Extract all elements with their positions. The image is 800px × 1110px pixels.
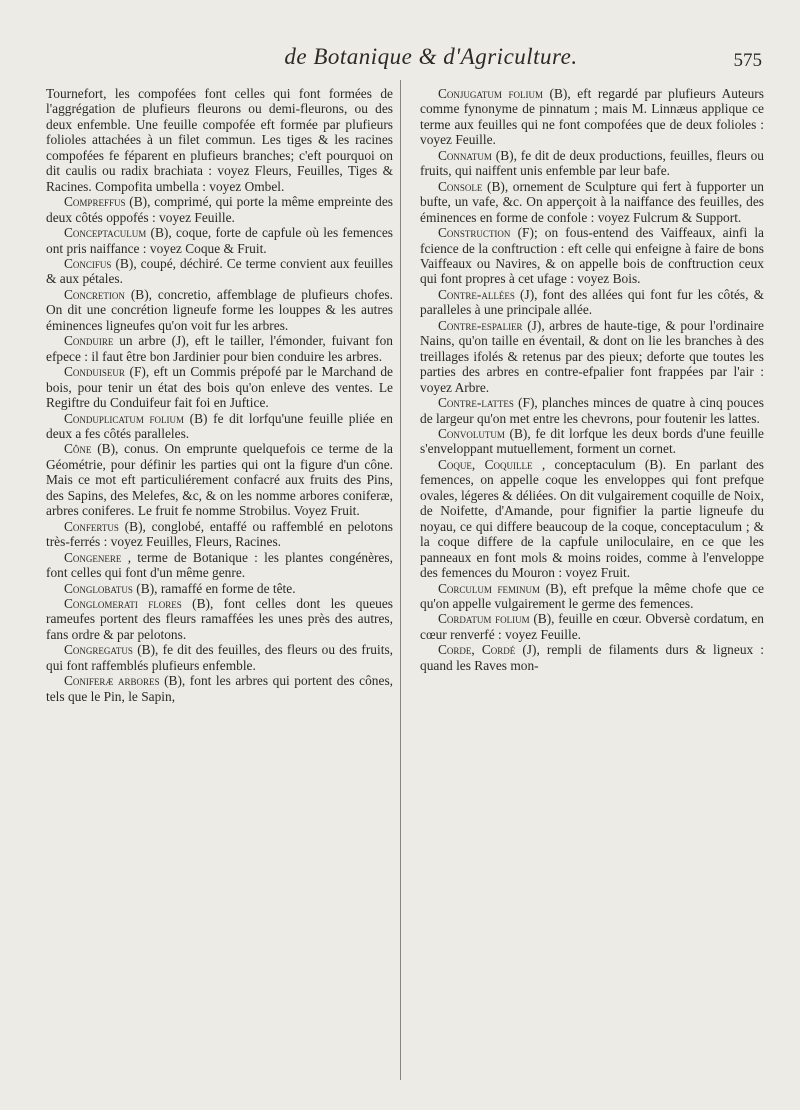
- entry-definition: , terme de Botanique : les plantes congénères, font celles qui font d'un même genre.: [46, 549, 393, 581]
- entry-definition: (F); on fous-entend des Vaiffeaux, ainfi la fcience de la conftruction : eft celle qui enfeigne à faire de bons Vaiffeaux ou Navires, & on appelle bois de conftruction ceux qui font propres à cet ufage : voyez Bois.: [420, 225, 764, 287]
- entry-definition: (B), ramaffé en forme de tête.: [136, 580, 296, 596]
- dictionary-entry: [46, 441, 393, 518]
- dictionary-entry: [420, 581, 764, 612]
- entry-definition: (B), eft regardé par plufieurs Auteurs comme fynonyme de pinnatum ; mais M. Linnæus applique ce terme aux feuilles qui ne font compofées que de deux folioles : voyez Feuille.: [420, 86, 764, 148]
- dictionary-entry: [420, 318, 764, 395]
- dictionary-entry: [46, 550, 393, 581]
- entry-term: Cône: [64, 441, 92, 457]
- entry-term: Concretion: [64, 286, 125, 302]
- entry-definition: (B), coupé, déchiré. Ce terme convient aux feuilles & aux pétales.: [46, 255, 393, 287]
- entry-definition: (B), eft prefque la même chofe que ce qu'on appelle vulgairement le germe des femences.: [420, 580, 764, 611]
- page-number: 575: [733, 50, 762, 71]
- right-column: [420, 86, 764, 673]
- entry-term: Corculum feminum: [438, 580, 540, 596]
- entry-definition: (B), fe dit des feuilles, des fleurs ou des fruits, qui font raffemblés plufieurs enfemble.: [46, 642, 393, 673]
- dictionary-entry: [420, 179, 764, 225]
- entry-definition: (J), font des allées qui font fur les côtés, & paralleles à une principale allée.: [420, 286, 764, 318]
- dictionary-entry: [46, 673, 393, 704]
- entry-term: Congenere: [64, 549, 122, 565]
- dictionary-entry: [420, 642, 764, 673]
- entry-term: Coque, Coquille: [438, 456, 533, 472]
- dictionary-entry: [46, 86, 393, 194]
- entry-definition: (B), fe dit lorfque les deux bords d'une feuille s'enveloppant mutuellement, forment un cornet.: [420, 425, 764, 457]
- entry-term: Confertus: [64, 518, 119, 534]
- dictionary-entry: [46, 596, 393, 642]
- dictionary-entry: [420, 148, 764, 179]
- dictionary-entry: [420, 225, 764, 287]
- entry-term: Contre-lattes: [438, 395, 514, 411]
- dictionary-entry: [46, 225, 393, 256]
- entry-definition: (B), feuille en cœur. Obversè cordatum, en cœur renverfé : voyez Feuille.: [420, 611, 764, 642]
- entry-term: Concifus: [64, 255, 112, 271]
- entry-definition: un arbre (J), eft le tailler, l'émonder, fuivant fon efpece : il faut être bon Jardinier pour bien conduire les arbres.: [46, 333, 393, 364]
- entry-definition: (B), font celles dont les queues rameufes portent des fleurs ramaffées les unes près des autres, fans ordre & par pelotons.: [46, 595, 393, 642]
- entry-definition: Tournefort, les compofées font celles qui font formées de l'aggrégation de plufieurs fleurons ou demi-fleurons, ou des deux enfemble. Une feuille compofée eft formée par plufieurs folioles attachées à un filet commun. Les tiges & les racines compofées fe féparent en plufieurs branches; c'eft pourquoi on dit caulis ou radix brachiata : voyez Fleurs, Feuilles, Tiges & Racines. Compofita umbella : voyez Ombel.: [46, 86, 393, 194]
- dictionary-entry: [46, 287, 393, 333]
- entry-definition: , conceptaculum (B). En parlant des femences, on appelle coque les enveloppes qui font prefque ovales, légeres & déliées. On dit vulgairement coquille de Noix, de Noifette, d'Amande, pour fignifier la partie ligneufe du noyau, ce qui differe beaucoup de la coque, conceptaculum ; & la coque differe de la capfule uniloculaire, en ce que les panneaux en font mols & moins roides, comme à l'enveloppe des femences du Mouron : voyez Fruit.: [420, 456, 764, 581]
- dictionary-entry: [420, 287, 764, 318]
- entry-term: Conceptaculum: [64, 225, 147, 241]
- entry-term: Conduiseur: [64, 364, 125, 380]
- entry-term: Conjugatum folium: [438, 86, 543, 101]
- entry-term: Console: [438, 178, 483, 194]
- entry-definition: (B), fe dit de deux productions, feuilles, fleurs ou fruits, qui naiffent unis enfemble par leur bafe.: [420, 147, 764, 179]
- entry-definition: (B), coque, forte de capfule où les femences ont pris naiffance : voyez Coque & Fruit.: [46, 225, 393, 256]
- dictionary-entry: [46, 519, 393, 550]
- entry-term: Contre-allées: [438, 286, 515, 302]
- entry-term: Congregatus: [64, 642, 133, 658]
- entry-definition: (B), conglobé, entaffé ou raffemblé en pelotons très-ferrés : voyez Feuilles, Fleurs, Racines.: [46, 518, 393, 550]
- dictionary-entry: [420, 395, 764, 426]
- entry-definition: (J), arbres de haute-tige, & pour l'ordinaire Nains, qu'on taille en éventail, & dont on lie les branches à des treillages ifolés & retenus par des pieux; deforte que toutes les parties des arbres en contre-efpalier font frappées par l'air : voyez Arbre.: [420, 317, 764, 395]
- dictionary-entry: [46, 333, 393, 364]
- entry-term: Cordatum folium: [438, 611, 530, 627]
- entry-term: Contre-espalier: [438, 317, 523, 333]
- entry-definition: (B), ornement de Sculpture qui fert à fupporter un bufte, un vafe, &c. On apperçoit à la naiffance des feuilles, des éminences en forme de confole : voyez Fulcrum & Support.: [420, 178, 764, 225]
- dictionary-entry: [420, 426, 764, 457]
- dictionary-entry: [420, 611, 764, 642]
- entry-term: Conglomerati flores: [64, 595, 182, 611]
- column-divider: [400, 80, 401, 1080]
- entry-definition: (J), rempli de filaments durs & ligneux : quand les Raves mon-: [420, 642, 764, 673]
- page-title: de Botanique & d'Agriculture.: [284, 44, 578, 69]
- entry-term: Conduire: [64, 333, 114, 349]
- entry-term: Connatum: [438, 147, 492, 163]
- dictionary-entry: [420, 457, 764, 581]
- entry-term: Convolutum: [438, 425, 505, 441]
- dictionary-entry: [46, 256, 393, 287]
- entry-definition: (B) fe dit lorfqu'une feuille pliée en deux a fes côtés paralleles.: [46, 410, 393, 441]
- dictionary-entry: [46, 581, 393, 596]
- dictionary-entry: [46, 411, 393, 442]
- entry-definition: (F), eft un Commis prépofé par le Marchand de bois, pour tenir un état des bois qu'on enleve des ventes. Le Regiftre du Conduifeur fait foi en Juftice.: [46, 364, 393, 411]
- dictionary-entry: [46, 364, 393, 410]
- entry-definition: (B), font les arbres qui portent des cônes, tels que le Pin, le Sapin,: [46, 673, 393, 704]
- entry-definition: (F), planches minces de quatre à cinq pouces de largeur qu'on met entre les chevrons, pour foutenir les lattes.: [420, 395, 764, 426]
- entry-term: Construction: [438, 225, 511, 241]
- entry-definition: (B), comprimé, qui porte la même empreinte des deux côtés oppofés : voyez Feuille.: [46, 194, 393, 225]
- entry-definition: (B), concretio, affemblage de plufieurs chofes. On dit une concrétion ligneufe forme les louppes & les autres éminences ligneufes qu'on voit fur les arbres.: [46, 286, 393, 333]
- entry-term: Corde, Cordé: [438, 642, 516, 658]
- running-head: [0, 44, 800, 84]
- entry-term: Compreffus: [64, 194, 126, 210]
- left-column: [46, 86, 393, 704]
- entry-definition: (B), conus. On emprunte quelquefois ce terme de la Géométrie, pour définir les parties qui ont la figure d'un cône. Mais ce mot eft particuliérement confacré aux fruits des Pins, des Sapins, des Melefes, &c, & on les nomme arbores coniferæ, arbres coniferes. Le fruit fe nomme Strobilus. Voyez Fruit.: [46, 441, 393, 519]
- entry-term: Coniferæ arbores: [64, 673, 160, 689]
- dictionary-entry: [420, 86, 764, 148]
- entry-term: Conduplicatum folium: [64, 410, 185, 426]
- dictionary-entry: [46, 642, 393, 673]
- dictionary-entry: [46, 194, 393, 225]
- entry-term: Conglobatus: [64, 580, 133, 596]
